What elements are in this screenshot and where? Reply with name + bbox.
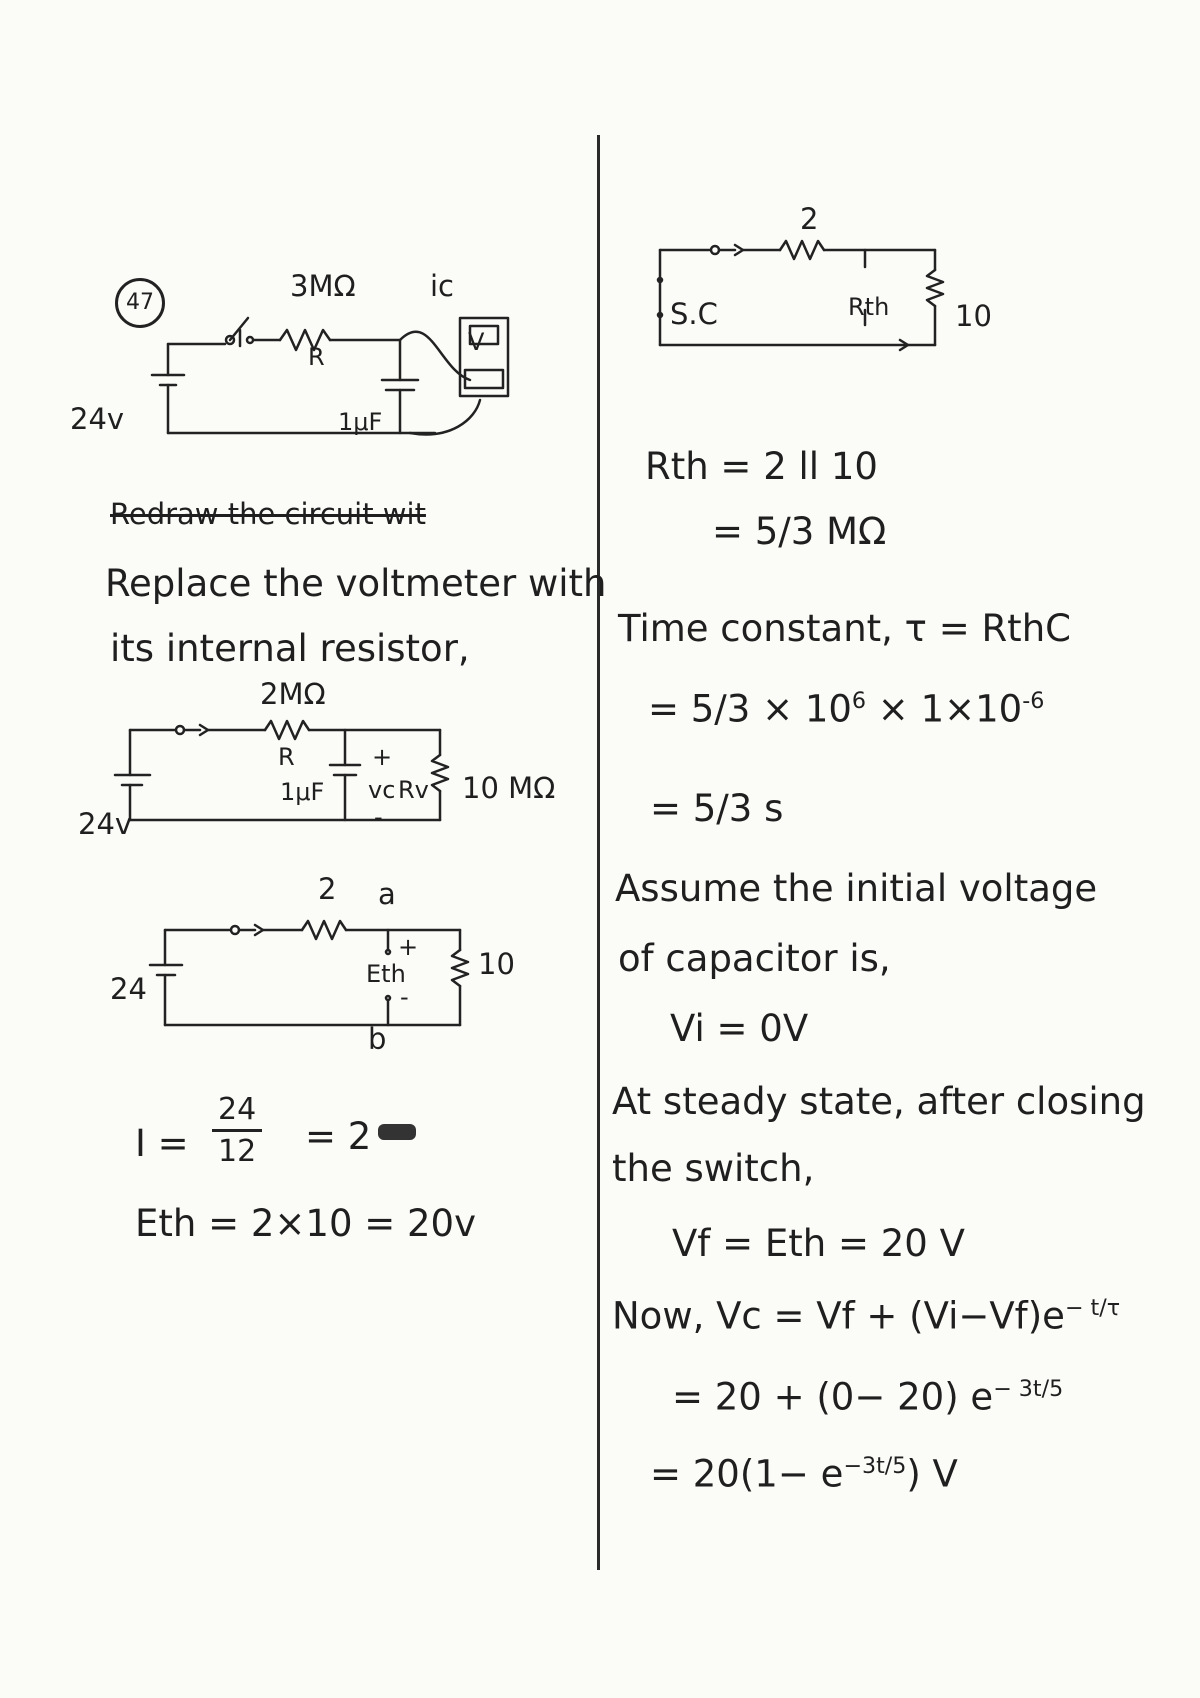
tau-line-2 [648, 687, 1045, 731]
c3-minus: - [400, 983, 409, 1011]
left-line-2: its internal resistor, [110, 627, 470, 670]
scribble-mark [378, 1124, 416, 1140]
tau-line-2-base: = 5/3 × 10 [648, 687, 852, 731]
assume-line-2: of capacitor is, [618, 937, 891, 980]
c4-load: 10 [955, 299, 992, 333]
assume-line-1: Assume the initial voltage [615, 867, 1098, 910]
step-line-2 [650, 1452, 958, 1496]
step-line-2-tail: ) V [906, 1452, 958, 1496]
vf-line: Vf = Eth = 20 V [672, 1222, 965, 1265]
c1-current-label: ic [430, 269, 455, 303]
c2-resistor-value: 2MΩ [260, 677, 326, 711]
step-line-1-exp: − 3t/5 [993, 1376, 1064, 1402]
step-line-2-exp: −3t/5 [843, 1453, 907, 1479]
c2-source: 24v [78, 807, 133, 841]
now-line-base: Now, Vc = Vf + (Vi−Vf)e [612, 1294, 1065, 1338]
column-divider [597, 135, 600, 1570]
c1-meter-symbol: V [468, 328, 485, 356]
tau-line-2-exp: 6 [851, 688, 867, 714]
c2-capacitor: 1μF [280, 778, 325, 806]
c2-vc: vc [368, 776, 396, 804]
tau-line-3: = 5/3 s [650, 787, 784, 830]
c4-resistor: 2 [800, 202, 819, 236]
step-line-2-base: = 20(1− e [650, 1452, 844, 1496]
current-eq-rhs: = 2 [305, 1115, 372, 1158]
c4-short-label: S.C [670, 297, 718, 331]
current-eq-numerator: 24 [212, 1092, 262, 1132]
c3-eth: Eth [366, 960, 406, 988]
c3-node-b: b [368, 1022, 387, 1056]
c2-rv: Rv [398, 776, 429, 804]
problem-number: 47 [115, 278, 165, 328]
steady-line-1: At steady state, after closing [612, 1080, 1146, 1123]
c2-minus: - [374, 803, 383, 831]
c4-rth-label: Rth [848, 293, 890, 321]
tau-line-2-tail: × 1×10 [866, 687, 1023, 731]
c1-resistor-value: 3MΩ [290, 269, 356, 303]
c3-resistor: 2 [318, 872, 337, 906]
tau-line-2-tail-exp: -6 [1022, 688, 1045, 714]
step-line-1 [672, 1375, 1064, 1419]
tau-line-1: Time constant, τ = RthC [618, 607, 1071, 650]
current-eq-denominator: 12 [218, 1134, 257, 1169]
c1-capacitor: 1μF [338, 408, 383, 436]
struck-text: Redraw the circuit wit [110, 497, 426, 531]
c1-resistor-label: R [308, 343, 325, 371]
eth-equation: Eth = 2×10 = 20v [135, 1202, 476, 1245]
c2-rv-value: 10 MΩ [462, 771, 556, 805]
rth-line-2: = 5/3 MΩ [712, 510, 887, 553]
circuit-original-icon [130, 300, 550, 480]
c2-plus: + [372, 743, 393, 771]
c2-resistor-label: R [278, 743, 295, 771]
vi-line: Vi = 0V [670, 1007, 809, 1050]
current-eq-lhs: I = [135, 1122, 189, 1165]
now-line [612, 1294, 1121, 1338]
c1-source: 24v [70, 402, 125, 436]
step-line-1-base: = 20 + (0− 20) e [672, 1375, 994, 1419]
rth-line-1: Rth = 2 ll 10 [645, 445, 878, 488]
current-eq-fraction [212, 1092, 262, 1169]
c3-node-a: a [378, 877, 396, 911]
left-line-1: Replace the voltmeter with [105, 562, 607, 605]
c3-plus: + [398, 933, 419, 961]
steady-line-2: the switch, [612, 1147, 815, 1190]
now-line-exp: − t/τ [1064, 1295, 1121, 1321]
circuit-rth-icon [640, 215, 960, 355]
c3-load: 10 [478, 947, 515, 981]
circuit-thevenin-icon [130, 905, 530, 1045]
c3-source: 24 [110, 972, 147, 1006]
